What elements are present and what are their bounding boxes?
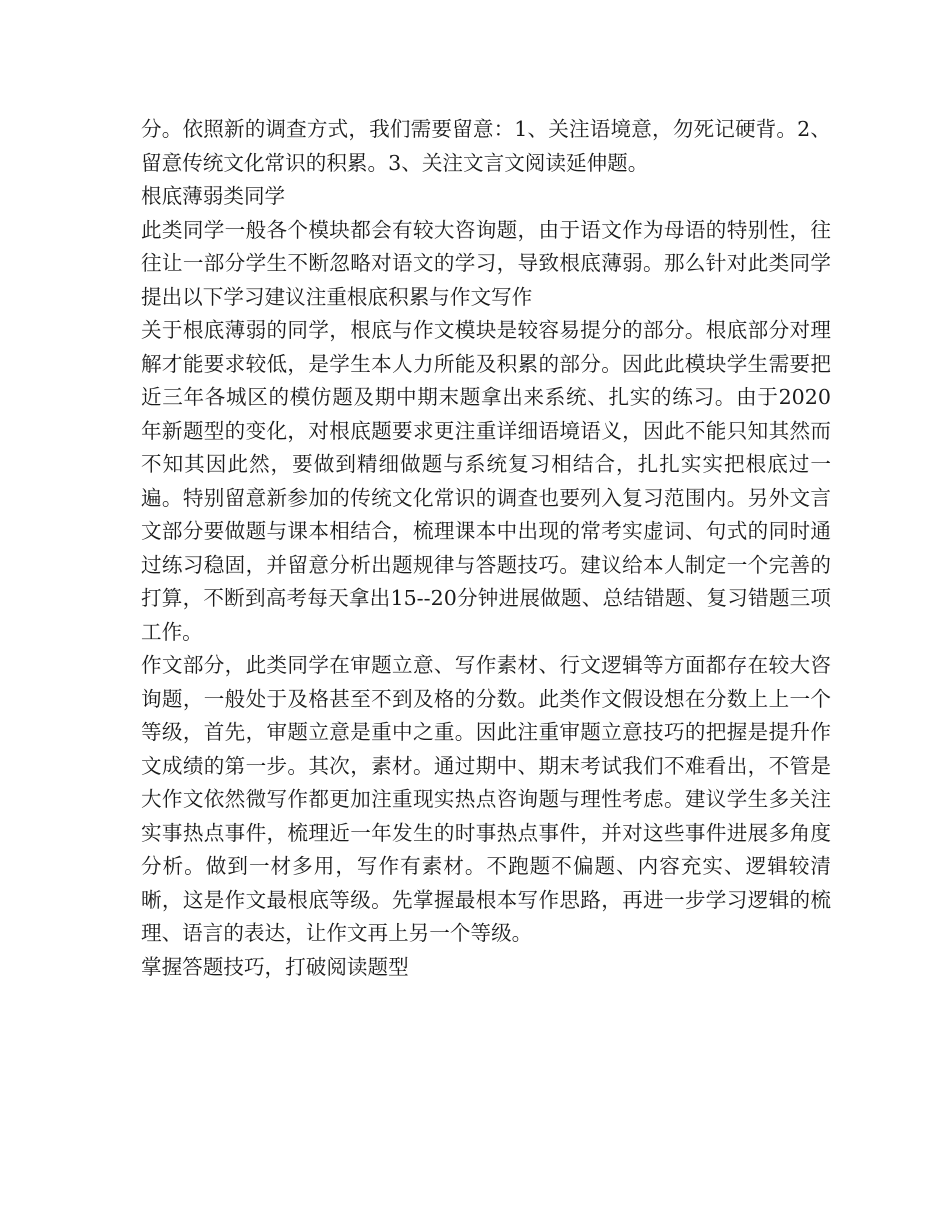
paragraph-scoring-advice: 分。依照新的调查方式，我们需要留意：1、关注语境意，勿死记硬背。2、留意传统文化常识的积累。3、关注文言文阅读延伸题。 xyxy=(141,117,831,175)
section-heading-weak-foundation: 根底薄弱类同学 xyxy=(141,184,286,208)
document-page xyxy=(141,113,831,984)
paragraph-essay-module: 作文部分，此类同学在审题立意、写作素材、行文逻辑等方面都存在较大咨询题，一般处于及格甚至不到及格的分数。此类作文假设想在分数上上一个等级，首先，审题立意是重中之重。因此注重审题立意技巧的把握是提升作文成绩的第一步。其次，素材。通过期中、期末考试我们不难看出，不管是大作文依然微写作都更加注重现实热点咨询题与理性考虑。建议学生多关注实事热点事件，梳理近一年发生的时事热点事件，并对这些事件进展多角度分析。做到一材多用，写作有素材。不跑题不偏题、内容充实、逻辑较清晰，这是作文最根底等级。先掌握最根本写作思路，再进一步学习逻辑的梳理、语言的表达，让作文再上另一个等级。 xyxy=(141,653,831,945)
paragraph-foundation-module: 关于根底薄弱的同学，根底与作文模块是较容易提分的部分。根底部分对理解才能要求较低，是学生本人力所能及积累的部分。因此此模块学生需要把近三年各城区的模仿题及期中期末题拿出来系统、扎实的练习。由于2020年新题型的变化，对根底题要求更注重详细语境语义，因此不能只知其然而不知其因此然，要做到精细做题与系统复习相结合，扎扎实实把根底过一遍。特别留意新参加的传统文化常识的调查也要列入复习范围内。另外文言文部分要做题与课本相结合，梳理课本中出现的常考实虚词、句式的同时通过练习稳固，并留意分析出题规律与答题技巧。建议给本人制定一个完善的打算，不断到高考每天拿出15--20分钟进展做题、总结错题、复习错题三项工作。 xyxy=(141,318,831,644)
section-heading-answer-skills: 掌握答题技巧，打破阅读题型 xyxy=(141,954,409,979)
paragraph-weak-students-intro: 此类同学一般各个模块都会有较大咨询题，由于语文作为母语的特别性，往往让一部分学生不断忽略对语文的学习，导致根底薄弱。那么针对此类同学提出以下学习建议注重根底积累与作文写作 xyxy=(141,217,831,309)
